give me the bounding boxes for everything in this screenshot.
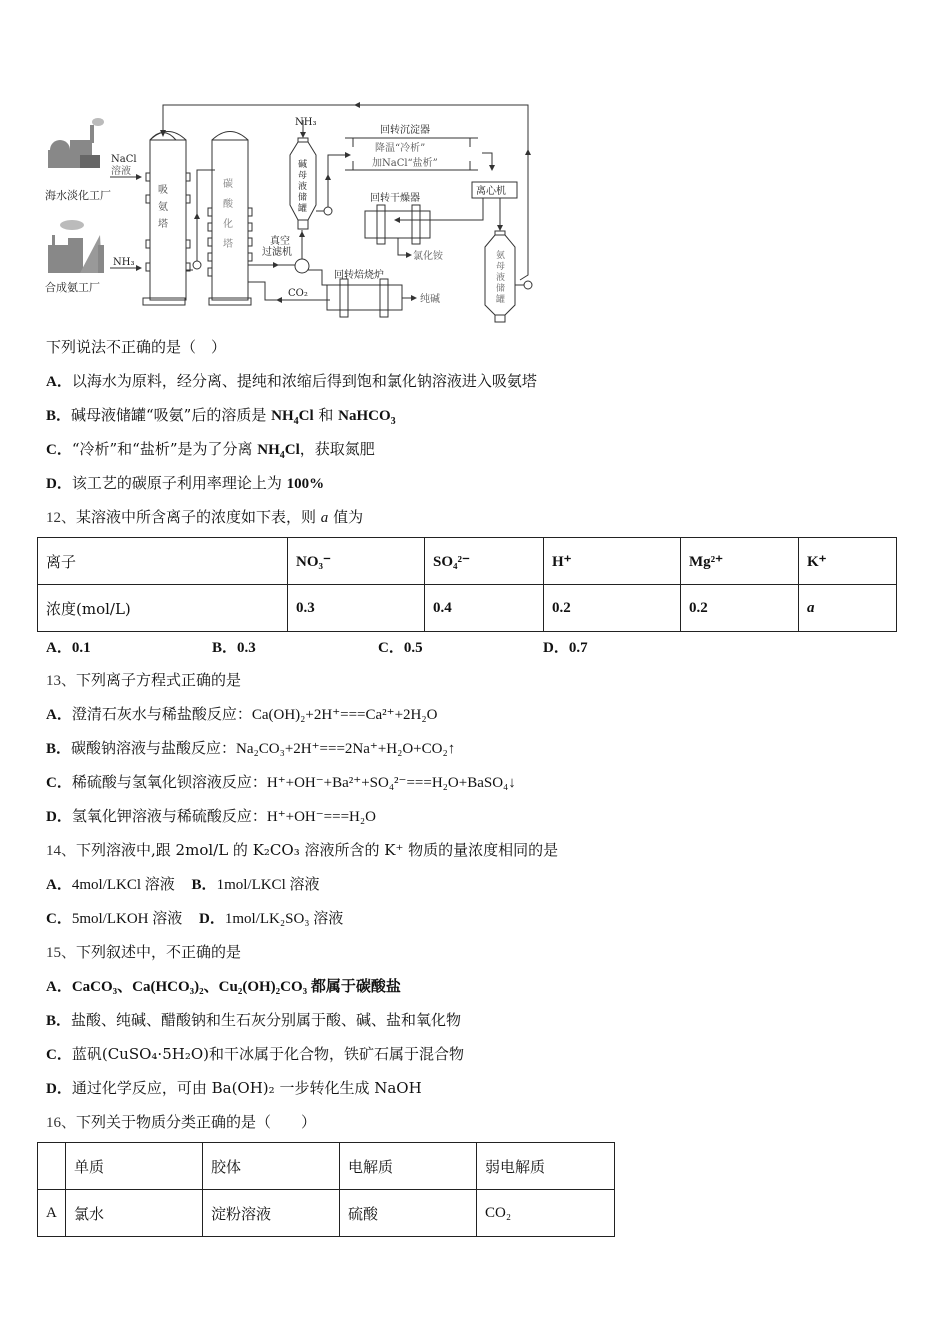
svg-text:塔: 塔 (158, 219, 168, 230)
q12-option-c[interactable] (378, 636, 423, 657)
q11-stem: 下列说法不正确的是（ ） (46, 338, 227, 356)
stem-text: 下列溶液中,跟 2mol/L 的 K₂CO₃ 溶液所含的 K⁺ 物质的量浓度相同的是 (76, 841, 559, 859)
option-text: 和 (313, 406, 339, 424)
svg-text:氨: 氨 (496, 251, 506, 261)
svg-text:氨: 氨 (158, 202, 168, 213)
ionic-equation: H⁺+OH⁻===H₂O (266, 809, 376, 825)
option-key: D． (46, 476, 72, 492)
option-text: 4mol/LKCl 溶液 (71, 877, 175, 893)
table-cell: a (799, 585, 897, 632)
svg-text:降温“冷析”: 降温“冷析” (375, 143, 426, 154)
question-number: 16、 (46, 1115, 77, 1131)
svg-text:母: 母 (298, 171, 308, 181)
table-cell: H⁺ (544, 538, 681, 585)
q13-option-c[interactable] (46, 772, 516, 793)
svg-text:储: 储 (496, 284, 506, 294)
svg-text:过滤机: 过滤机 (262, 247, 292, 258)
q11-option-c[interactable] (46, 439, 375, 460)
question-number: 13、 (46, 673, 77, 689)
q14-option-a[interactable] (46, 875, 175, 893)
table-cell: 离子 (38, 538, 288, 585)
chem-formula-nh4cl: $NH_4Cl$ (257, 442, 300, 461)
variable-a: a (320, 510, 329, 526)
stem-text: 值为 (328, 508, 364, 526)
svg-text:溶液: 溶液 (111, 166, 131, 177)
q11-option-b[interactable] (46, 405, 396, 426)
q13-stem (46, 670, 241, 691)
option-key: A． (46, 707, 72, 723)
table-cell: 电解质 (340, 1143, 477, 1190)
q13-option-a[interactable] (46, 704, 437, 725)
table-cell: A (38, 1190, 66, 1237)
table-row (38, 585, 897, 632)
q13-option-d[interactable] (46, 806, 376, 827)
svg-text:纯碱: 纯碱 (420, 294, 440, 305)
q15-option-c[interactable] (46, 1044, 464, 1065)
option-text: 5mol/LKOH 溶液 (71, 911, 183, 927)
table-cell: 0.2 (681, 585, 799, 632)
stem-text: 某溶液中所含离子的浓度如下表，则 (76, 508, 321, 526)
svg-text:NH₃: NH₃ (113, 257, 135, 268)
q12-option-b[interactable] (212, 636, 256, 657)
option-key: C． (46, 911, 72, 927)
svg-text:化: 化 (223, 219, 233, 230)
table-cell: 0.4 (425, 585, 544, 632)
svg-text:加NaCl“盐析”: 加NaCl“盐析” (372, 158, 438, 169)
q12-option-a[interactable] (46, 636, 91, 657)
q14-option-c[interactable] (46, 909, 182, 927)
q14-option-d[interactable] (199, 909, 343, 927)
option-key: B． (46, 741, 72, 757)
stem-text: 下列离子方程式正确的是 (76, 671, 242, 689)
svg-text:液: 液 (496, 273, 506, 283)
svg-text:NaCl: NaCl (111, 154, 137, 165)
option-text: 氢氧化钾溶液与稀硫酸反应： (71, 807, 267, 825)
option-value: 0.5 (403, 640, 423, 656)
svg-text:塔: 塔 (223, 239, 233, 250)
classification-table (37, 1142, 615, 1237)
option-key: D． (46, 809, 72, 825)
option-key: C． (378, 640, 404, 656)
rotary-calciner (327, 279, 402, 317)
q14-options-row-1 (46, 874, 319, 895)
q16-stem (46, 1112, 316, 1133)
option-text: 以海水为原料，经分离、提纯和浓缩后得到饱和氯化钠溶液进入吸氨塔 (71, 372, 537, 390)
option-text: 1mol/LK₂SO₃ 溶液 (224, 911, 344, 927)
option-key: A． (46, 979, 72, 995)
option-key: D． (199, 911, 225, 927)
svg-text:回转干燥器: 回转干燥器 (370, 193, 420, 204)
q14-options-row-2 (46, 908, 343, 929)
table-cell: K⁺ (799, 538, 897, 585)
ionic-equation: H⁺+OH⁻+Ba²⁺+SO₄²⁻===H₂O+BaSO₄↓ (266, 775, 516, 791)
option-value: 0.3 (237, 640, 256, 656)
chem-formula-nahco3: NaHCO$_3$ (338, 408, 396, 427)
option-text: 澄清石灰水与稀盐酸反应： (71, 705, 252, 723)
q15-option-b[interactable] (46, 1010, 461, 1031)
option-key: C． (46, 1047, 72, 1063)
q13-option-b[interactable] (46, 738, 455, 759)
option-key: A． (46, 877, 72, 893)
q15-option-d[interactable] (46, 1078, 422, 1099)
table-header-row (38, 1143, 615, 1190)
ionic-equation: Ca(OH)₂+2H⁺===Ca²⁺+2H₂O (251, 707, 438, 723)
table-header-row (38, 538, 897, 585)
svg-text:氯化铵: 氯化铵 (413, 251, 443, 262)
table-cell: 胶体 (203, 1143, 340, 1190)
option-key: D． (46, 1081, 72, 1097)
svg-text:罐: 罐 (298, 204, 308, 214)
option-text: ，获取氮肥 (299, 440, 375, 458)
table-cell: NO₃⁻ (288, 538, 425, 585)
table-cell: 0.2 (544, 585, 681, 632)
option-key: B． (46, 408, 72, 424)
svg-text:液: 液 (298, 182, 308, 192)
desalination-plant-icon (48, 118, 104, 168)
svg-text:储: 储 (298, 193, 308, 203)
svg-text:NH₃: NH₃ (295, 117, 317, 128)
svg-text:离心机: 离心机 (476, 186, 506, 197)
svg-text:罐: 罐 (496, 295, 506, 305)
q15-option-a[interactable] (46, 976, 401, 997)
option-text: 蓝矾(CuSO₄·5H₂O)和干冰属于化合物，铁矿石属于混合物 (71, 1045, 464, 1063)
svg-text:CO₂: CO₂ (288, 288, 308, 299)
stem-text: 下列关于物质分类正确的是（ ） (76, 1113, 317, 1131)
svg-text:海水淡化工厂: 海水淡化工厂 (45, 189, 111, 202)
svg-text:真空: 真空 (270, 236, 290, 247)
q12-option-d[interactable] (543, 636, 588, 657)
stem-text: 下列叙述中，不正确的是 (76, 943, 242, 961)
table-cell: CO₂ (477, 1190, 615, 1237)
svg-text:酸: 酸 (223, 199, 233, 210)
table-cell: 氯水 (66, 1190, 203, 1237)
question-number: 12、 (46, 510, 77, 526)
option-text: 碳酸钠溶液与盐酸反应： (71, 739, 237, 757)
option-key: A． (46, 640, 72, 656)
option-value: 0.1 (71, 640, 91, 656)
question-number: 14、 (46, 843, 77, 859)
chem-formula-nh4cl: $NH_4Cl$ (271, 408, 314, 427)
table-cell: 0.3 (288, 585, 425, 632)
table-cell: 淀粉溶液 (203, 1190, 340, 1237)
q11-option-d[interactable] (46, 473, 324, 494)
q14-stem (46, 840, 558, 861)
question-number: 15、 (46, 945, 77, 961)
svg-text:吸: 吸 (158, 185, 168, 196)
svg-text:合成氨工厂: 合成氨工厂 (45, 281, 100, 294)
table-cell: 硫酸 (340, 1190, 477, 1237)
option-text: 1mol/LKCl 溶液 (216, 877, 320, 893)
option-text: 盐酸、纯碱、醋酸钠和生石灰分别属于酸、碱、盐和氧化物 (71, 1011, 462, 1029)
table-cell: Mg²⁺ (681, 538, 799, 585)
option-key: D． (543, 640, 569, 656)
svg-text:回转沉淀器: 回转沉淀器 (380, 125, 430, 136)
option-key: C． (46, 775, 72, 791)
q12-stem (46, 507, 363, 528)
option-text: “冷析”和“盐析”是为了分离 (71, 440, 258, 458)
percentage-value: 100% (286, 476, 325, 492)
table-cell: 浓度(mol/L) (38, 585, 288, 632)
q14-option-b[interactable] (192, 875, 320, 893)
option-key: A． (46, 374, 72, 390)
svg-text:母: 母 (496, 262, 506, 272)
option-key: B． (46, 1013, 72, 1029)
svg-text:碳: 碳 (223, 179, 233, 190)
table-cell: SO₄²⁻ (425, 538, 544, 585)
table-cell (38, 1143, 66, 1190)
option-text: 碱母液储罐“吸氨”后的溶质是 (71, 406, 272, 424)
table-cell: 弱电解质 (477, 1143, 615, 1190)
svg-text:碱: 碱 (298, 160, 308, 170)
option-value: 0.7 (568, 640, 588, 656)
table-row (38, 1190, 615, 1237)
option-text: 稀硫酸与氢氧化钡溶液反应： (71, 773, 267, 791)
option-text: 通过化学反应，可由 Ba(OH)₂ 一步转化生成 NaOH (71, 1079, 422, 1097)
option-key: C． (46, 442, 72, 458)
table-cell: 单质 (66, 1143, 203, 1190)
option-key: B． (212, 640, 238, 656)
svg-text:回转焙烧炉: 回转焙烧炉 (334, 270, 384, 281)
q15-stem (46, 942, 241, 963)
ionic-equation: Na₂CO₃+2H⁺===2Na⁺+H₂O+CO₂↑ (236, 741, 456, 757)
q11-option-a[interactable] (46, 371, 537, 392)
option-text: CaCO₃、Ca(HCO₃)₂、Cu₂(OH)₂CO₃ 都属于碳酸盐 (71, 979, 401, 995)
option-text: 该工艺的碳原子利用率理论上为 (71, 474, 287, 492)
process-flow-diagram (40, 95, 540, 330)
ammonia-plant-icon (48, 220, 104, 273)
ion-concentration-table (37, 537, 897, 632)
option-key: B． (191, 877, 217, 893)
